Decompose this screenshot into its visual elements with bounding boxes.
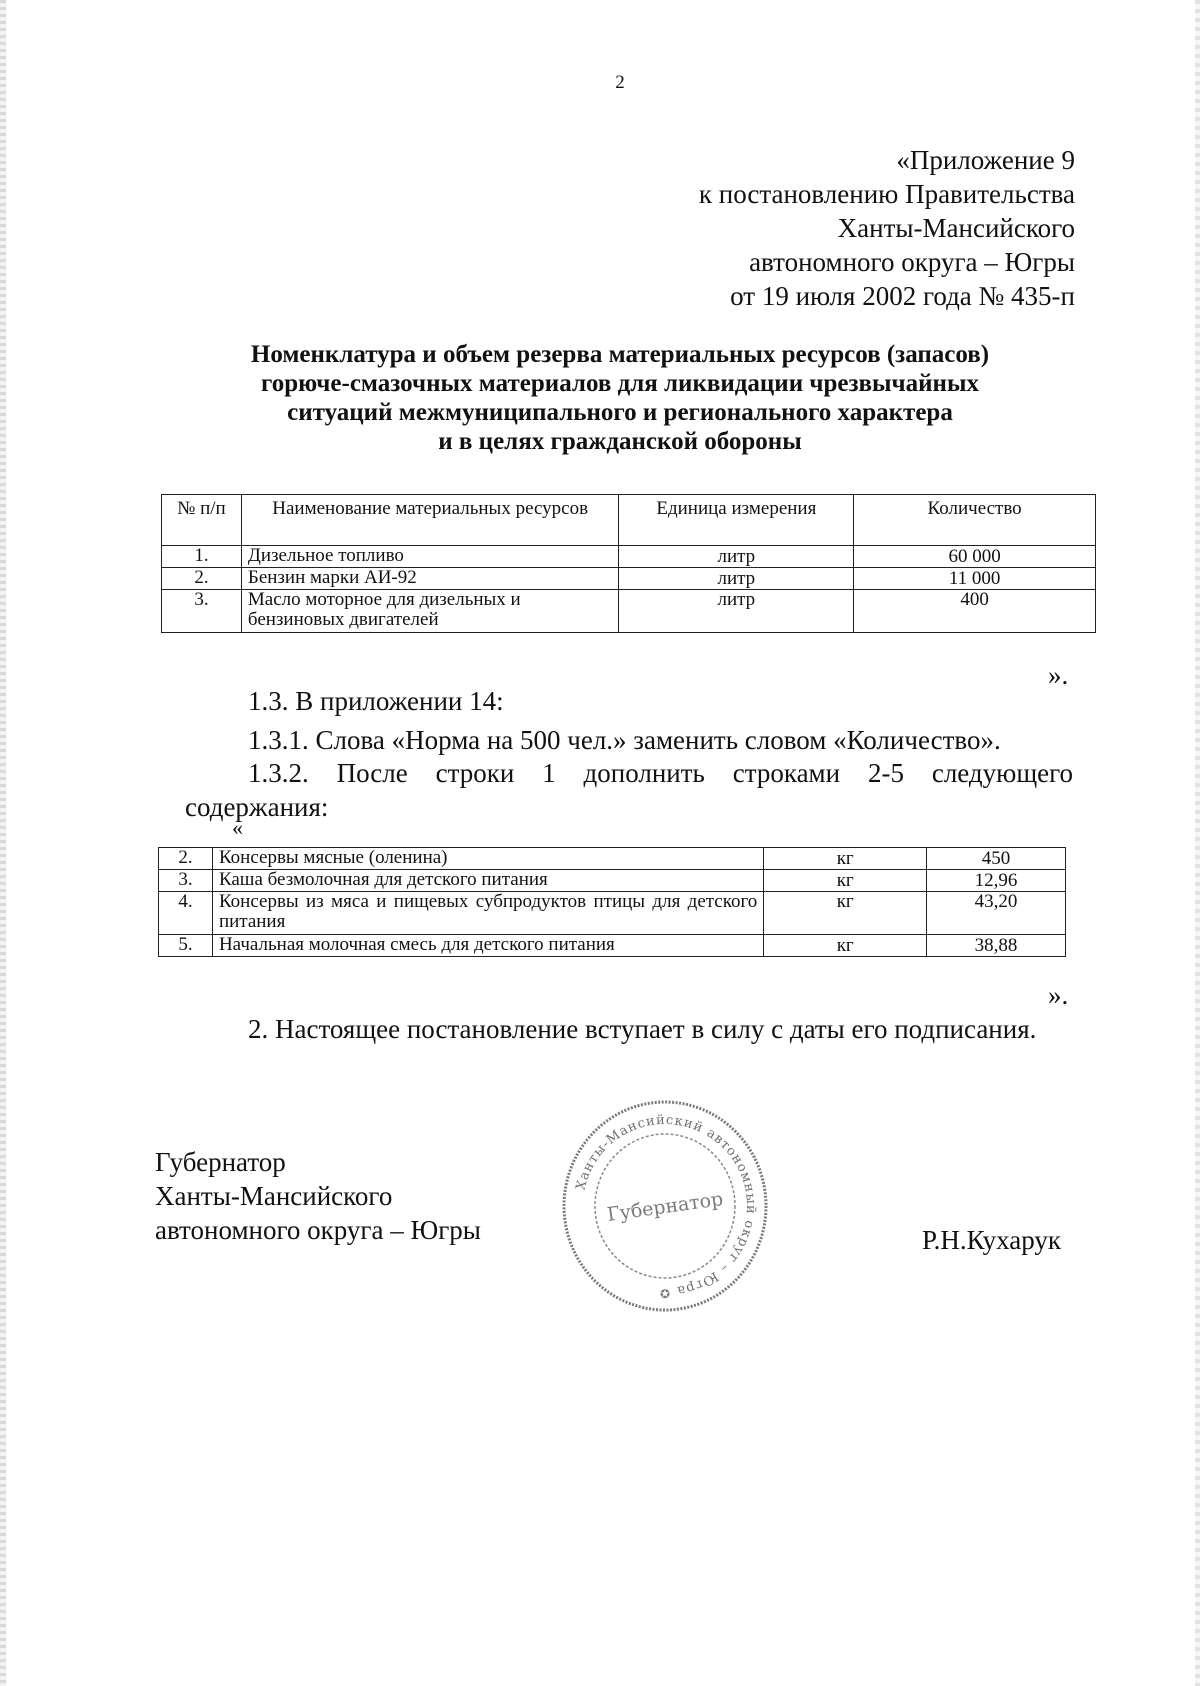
cell-unit: кг <box>764 892 927 935</box>
table-header-row <box>162 495 1096 546</box>
paragraph-2: 2. Настоящее постановление вступает в силу с даты его подписания. <box>248 1014 1037 1044</box>
appendix-line: Ханты-Мансийского <box>837 213 1075 243</box>
scan-edge-left <box>0 0 6 1686</box>
table-row <box>159 935 1066 957</box>
cell-unit: литр <box>619 568 854 590</box>
cell-number: 4. <box>159 892 213 935</box>
closing-quote: ». <box>1048 980 1069 1010</box>
title-line: ситуаций межмуниципального и регионального характера <box>287 399 953 426</box>
appendix-line: от 19 июля 2002 года № 435-п <box>730 281 1075 311</box>
cell-unit: кг <box>764 870 927 892</box>
cell-name: Консервы из мяса и пищевых субпродуктов птицы для детского питания <box>212 892 763 935</box>
header-number: № п/п <box>162 495 242 546</box>
stamp-center-text: Губернатор <box>605 1187 725 1227</box>
cell-quantity: 38,88 <box>927 935 1066 957</box>
cell-quantity: 60 000 <box>854 546 1096 568</box>
appendix-line: автономного округа – Югры <box>749 247 1075 277</box>
official-seal-stamp <box>560 1098 770 1314</box>
scan-edge-right <box>1195 0 1200 1686</box>
cell-name: Начальная молочная смесь для детского питания <box>212 935 763 957</box>
cell-unit: кг <box>764 848 927 870</box>
title-line: Номенклатура и объем резерва материальных ресурсов (запасов) <box>250 341 990 368</box>
document-title <box>150 340 1090 456</box>
signer-position-line: автономного округа – Югры <box>155 1215 481 1245</box>
appendix-line: «Приложение 9 <box>896 145 1075 175</box>
cell-name: Масло моторное для дизельных и бензиновых двигателей <box>241 590 619 633</box>
signer-position-line: Ханты-Мансийского <box>155 1181 393 1211</box>
cell-quantity: 400 <box>854 590 1096 633</box>
cell-quantity: 11 000 <box>854 568 1096 590</box>
table-row <box>162 590 1096 633</box>
cell-quantity: 450 <box>927 848 1066 870</box>
header-quantity: Количество <box>854 495 1096 546</box>
cell-quantity: 43,20 <box>927 892 1066 935</box>
cell-name: Консервы мясные (оленина) <box>212 848 763 870</box>
cell-unit: литр <box>619 546 854 568</box>
cell-quantity: 12,96 <box>927 870 1066 892</box>
table-row <box>162 568 1096 590</box>
paragraph-1-3-2-line: содержания: <box>185 792 329 822</box>
table-row <box>159 848 1066 870</box>
signer-position <box>155 1145 481 1247</box>
cell-unit: кг <box>764 935 927 957</box>
closing-quote: ». <box>1048 660 1069 690</box>
cell-number: 1. <box>162 546 242 568</box>
cell-name: Каша безмолочная для детского питания <box>212 870 763 892</box>
header-unit: Единица измерения <box>619 495 854 546</box>
cell-number: 3. <box>162 590 242 633</box>
signer-name: Р.Н.Кухарук <box>922 1225 1062 1255</box>
signer-position-line: Губернатор <box>155 1147 286 1177</box>
paragraph-1-3: 1.3. В приложении 14: <box>248 686 504 716</box>
cell-name: Дизельное топливо <box>241 546 619 568</box>
cell-name: Бензин марки АИ-92 <box>241 568 619 590</box>
cell-number: 3. <box>159 870 213 892</box>
paragraph-1-3-1: 1.3.1. Слова «Норма на 500 чел.» заменить словом «Количество». <box>248 725 1001 755</box>
food-reserve-table <box>158 847 1066 957</box>
table-row <box>159 870 1066 892</box>
appendix-line: к постановлению Правительства <box>698 179 1075 209</box>
cell-number: 2. <box>159 848 213 870</box>
cell-number: 2. <box>162 568 242 590</box>
stamp-star-icon: ✪ <box>659 1287 671 1301</box>
paragraph-1-3-2 <box>185 756 1073 824</box>
cell-number: 5. <box>159 935 213 957</box>
fuel-reserve-table <box>161 494 1096 633</box>
title-line: и в целях гражданской обороны <box>438 428 802 455</box>
cell-unit: литр <box>619 590 854 633</box>
title-line: горюче-смазочных материалов для ликвидации чрезвычайных <box>261 370 979 397</box>
stamp-ring-text: Ханты-Мансийский автономный округ – Югра <box>573 1112 759 1299</box>
table-row <box>162 546 1096 568</box>
opening-quote: « <box>232 815 243 840</box>
header-name: Наименование материальных ресурсов <box>241 495 619 546</box>
paragraph-1-3-2-line: 1.3.2. После строки 1 дополнить строками 2-5 следующего <box>248 758 1073 788</box>
appendix-header <box>699 143 1075 313</box>
table-row <box>159 892 1066 935</box>
page-number: 2 <box>615 72 625 93</box>
